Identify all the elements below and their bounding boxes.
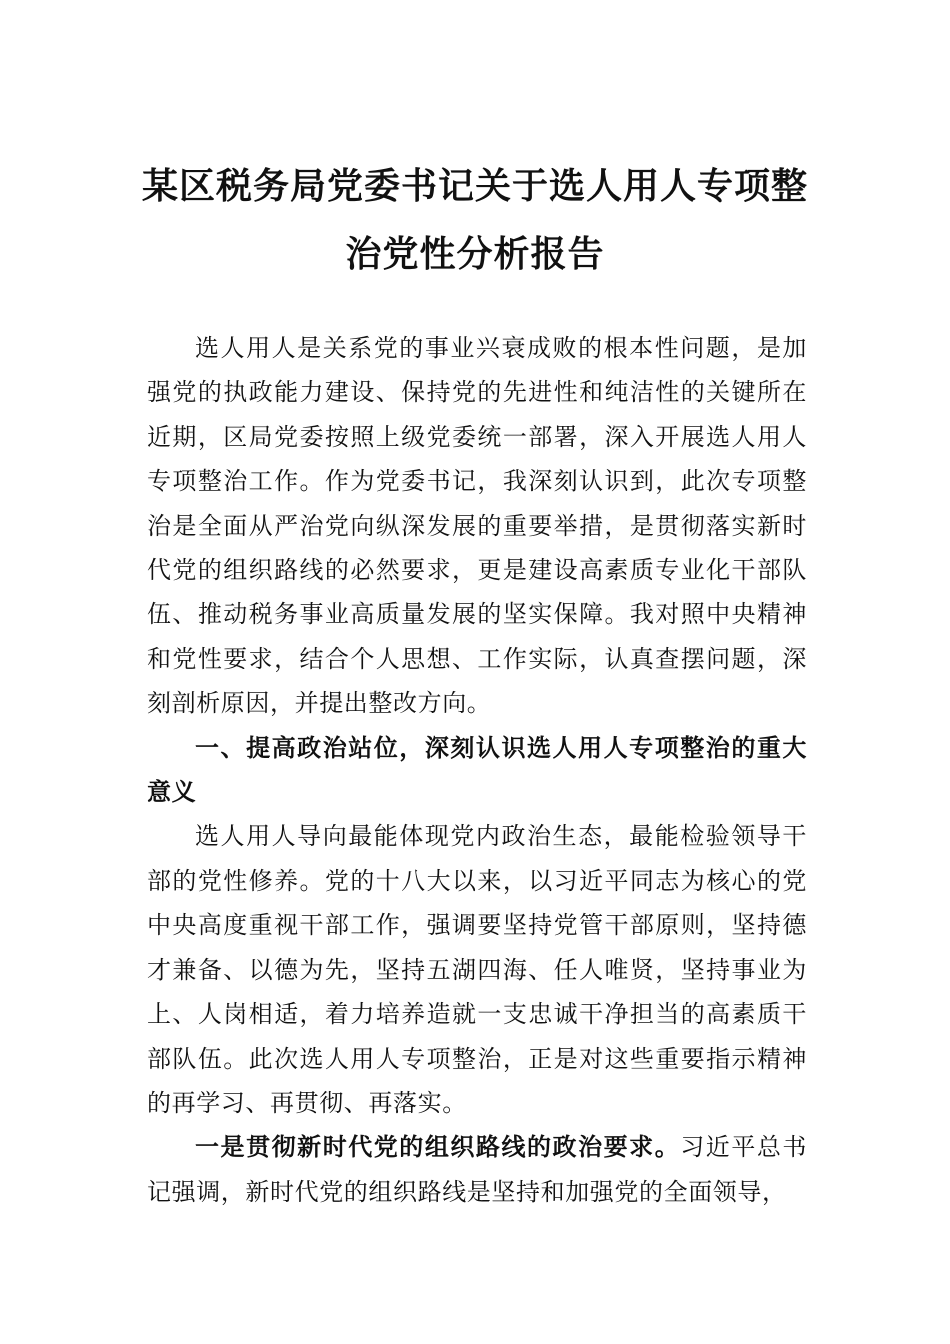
point-1-paragraph (147, 1125, 807, 1214)
intro-paragraph: 选人用人是关系党的事业兴衰成败的根本性问题，是加强党的执政能力建设、保持党的先进性和纯洁性的关键所在近期，区局党委按照上级党委统一部署，深入开展选人用人专项整治工作。作为党委书记，我深刻认识到，此次专项整治是全面从严治党向纵深发展的重要举措，是贯彻落实新时代党的组织路线的必然要求，更是建设高素质专业化干部队伍、推动税务事业高质量发展的坚实保障。我对照中央精神和党性要求，结合个人思想、工作实际，认真查摆问题，深刻剖析原因，并提出整改方向。 (147, 334, 807, 718)
document-body (147, 326, 807, 1214)
point-1-text: 习近平总书记强调，新时代党的组织路线是坚持和加强党的全面领导， (147, 1133, 808, 1206)
section-1-paragraph: 选人用人导向最能体现党内政治生态，最能检验领导干部的党性修养。党的十八大以来，以习近平同志为核心的党中央高度重视干部工作，强调要坚持党管干部原则，坚持德才兼备、以德为先，坚持五湖四海、任人唯贤，坚持事业为上、人岗相适，着力培养造就一支忠诚干净担当的高素质干部队伍。此次选人用人专项整治，正是对这些重要指示精神的再学习、再贯彻、再落实。 (147, 822, 807, 1117)
point-1-lead: 一是贯彻新时代党的组织路线的政治要求。 (195, 1132, 681, 1162)
section-1-heading: 一、提高政治站位，深刻认识选人用人专项整治的重大意义 (147, 733, 807, 807)
document-title-line-2: 治党性分析报告 (345, 233, 605, 275)
document-title-line-1: 某区税务局党委书记关于选人用人专项整 (141, 165, 808, 207)
